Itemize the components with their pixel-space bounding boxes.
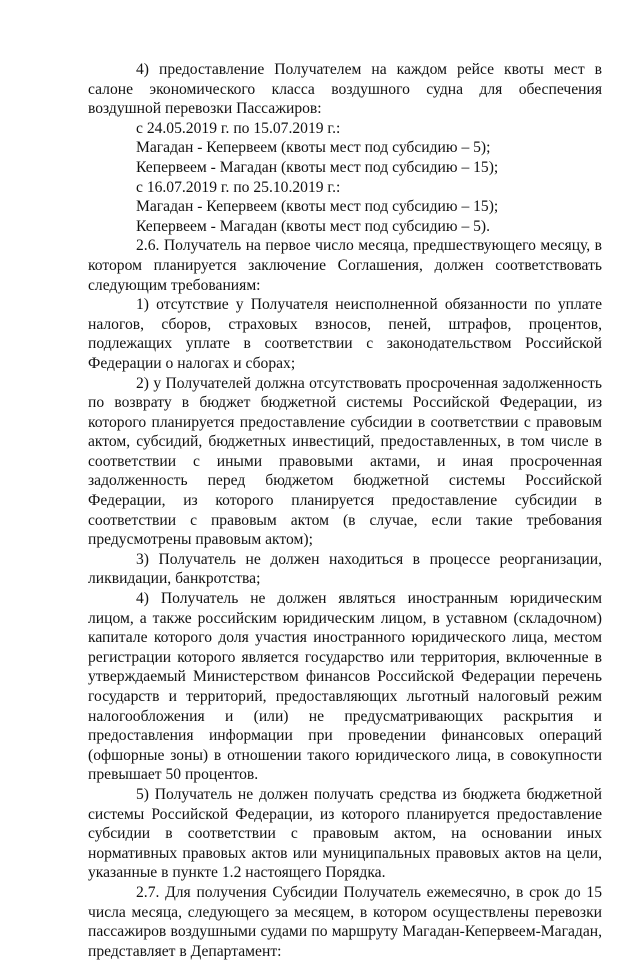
period-1-route-1: Магадан - Кепервеем (квоты мест под субсидию – 5);: [136, 139, 491, 157]
period-1-heading: с 24.05.2019 г. по 15.07.2019 г.:: [136, 119, 341, 137]
requirement-3: 3) Получатель не должен находиться в процессе реорганизации, ликвидации, банкротства;: [88, 550, 602, 588]
period-2-heading: с 16.07.2019 г. по 25.10.2019 г.:: [136, 178, 341, 196]
paragraph-2-6: 2.6. Получатель на первое число месяца, предшествующего месяцу, в котором планируется заключение Соглашения, должен соответствовать следующим требованиям:: [88, 237, 602, 294]
period-2-route-1: Магадан - Кепервеем (квоты мест под субсидию – 15);: [136, 198, 499, 216]
requirement-5: 5) Получатель не должен получать средства из бюджета бюджетной системы Российской Федерации, из которого планируется предоставление субсидии в соответствии с правовым актом, на основании иных нормативных правовых актов или муниципальных правовых актов на цели, указанные в пункте 1.2 настоящего Порядка.: [88, 785, 602, 882]
requirement-2: 2) у Получателей должна отсутствовать просроченная задолженность по возврату в бюджет бюджетной системы Российской Федерации, из которого планируется предоставление субсидии в соответствии с правовым актом, субсидий, бюджетных инвестиций, предоставленных, в том числе в соответствии с иными правовыми актами, и иная просроченная задолженность перед бюджетом бюджетной системы Российской Федерации, из которого планируется предоставление субсидии в соответствии с правовым актом (в случае, если такие требования предусмотрены правовым актом);: [88, 374, 602, 549]
paragraph-quota: 4) предоставление Получателем на каждом рейсе квоты мест в салоне экономического класса воздушного судна для обеспечения воздушной перевозки Пассажиров:: [88, 61, 602, 118]
requirement-4: 4) Получатель не должен являться иностранным юридическим лицом, а также российским юридическим лицом, в уставном (складочном) капитале которого доля участия иностранного юридического лица, местом регистрации которого является государство или территория, включенные в утверждаемый Министерством финансов Российской Федерации перечень государств и территорий, предоставляющих льготный налоговый режим налогообложения и (или) не предусматривающих раскрытия и предоставления информации при проведении финансовых операций (офшорные зоны) в отношении такого юридического лица, в совокупности превышает 50 процентов.: [88, 590, 602, 784]
document-page: [88, 60, 602, 961]
period-2-route-2: Кепервеем - Магадан (квоты мест под субсидию – 5).: [136, 217, 491, 235]
requirement-1: 1) отсутствие у Получателя неисполненной обязанности по уплате налогов, сборов, страховых взносов, пеней, штрафов, процентов, подлежащих уплате в соответствии с законодательством Российской Федерации о налогах и сборах;: [88, 296, 602, 372]
period-1-route-2: Кепервеем - Магадан (квоты мест под субсидию – 15);: [136, 158, 499, 176]
paragraph-2-7: 2.7. Для получения Субсидии Получатель ежемесячно, в срок до 15 числа месяца, следующего за месяцем, в котором осуществлены перевозки пассажиров воздушными судами по маршруту Магадан-Кепервеем-Магадан, представляет в Департамент:: [88, 883, 602, 960]
